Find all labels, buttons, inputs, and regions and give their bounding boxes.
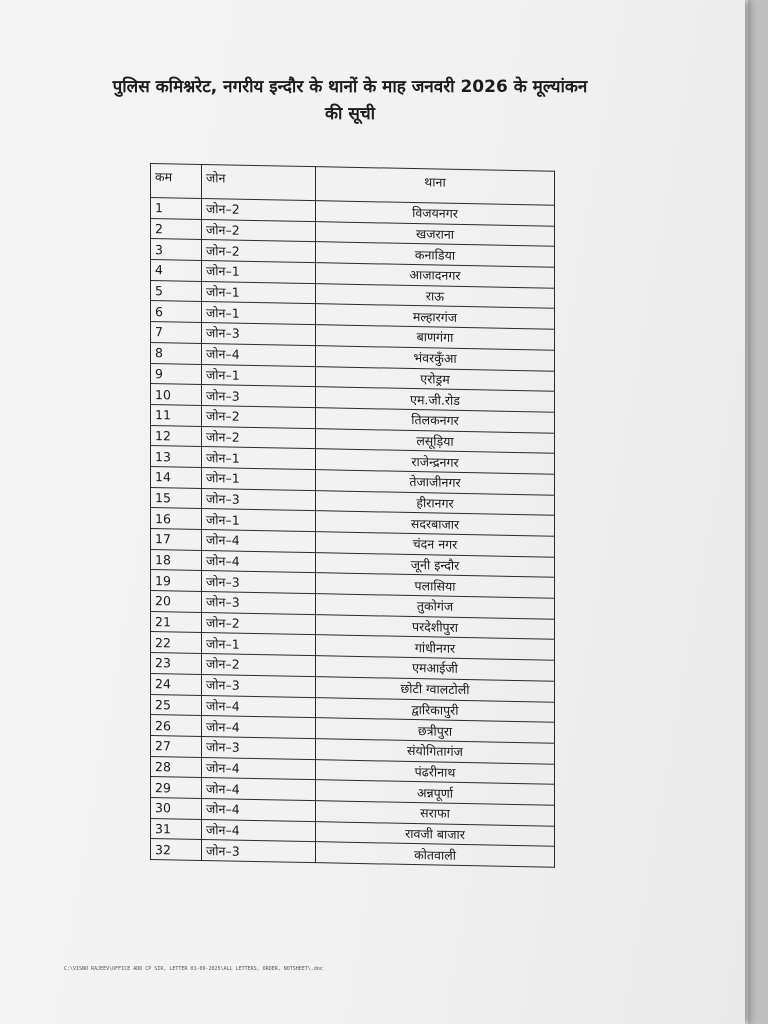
row-zone: जोन–4 [202,819,316,842]
row-station: पलासिया [316,573,555,598]
row-serial: 29 [151,777,202,799]
row-station: हीरानगर [316,490,555,515]
row-serial: 22 [151,632,202,654]
row-zone: जोन–4 [202,529,316,552]
row-zone: जोन–2 [202,240,316,263]
row-station: सदरबाजार [316,511,555,536]
row-zone: जोन–4 [202,716,316,739]
row-serial: 12 [151,425,202,447]
row-zone: जोन–2 [202,654,316,677]
row-zone: जोन–2 [202,219,316,242]
row-zone: जोन–3 [202,592,316,615]
row-zone: जोन–3 [202,488,316,511]
row-zone: जोन–3 [202,323,316,346]
row-serial: 19 [151,570,202,592]
row-zone: जोन–2 [202,405,316,428]
row-zone: जोन–2 [202,612,316,635]
row-station: लसूड़िया [316,428,555,453]
row-zone: जोन–1 [202,281,316,304]
row-zone: जोन–4 [202,550,316,573]
row-serial: 17 [151,529,202,551]
row-station: परदेशीपुरा [316,614,555,639]
row-serial: 10 [151,384,202,406]
row-station: तुकोगंज [316,594,555,619]
row-zone: जोन–1 [202,467,316,490]
row-station: चंदन नगर [316,532,555,557]
row-serial: 20 [151,591,202,613]
row-serial: 13 [151,446,202,468]
row-serial: 27 [151,735,202,757]
row-serial: 21 [151,611,202,633]
row-zone: जोन–1 [202,302,316,325]
row-station: विजयनगर [316,201,555,226]
title-line-2: की सूची [324,104,376,124]
row-serial: 5 [151,280,202,302]
row-serial: 3 [151,239,202,261]
footer-file-path: C:\VISNO RAJEEV\OFFICE ADD CP SIR, LETTER 01-09-2025\ALL LETTERS, ORDER, NOTSHEET\.doc [64,966,323,972]
document-title [30,74,670,128]
row-zone: जोन–2 [202,426,316,449]
row-station: कोतवाली [316,842,555,867]
header-station: थाना [316,167,555,206]
row-serial: 2 [151,218,202,240]
row-station: एरोड्रम [316,366,555,391]
row-station: भंवरकुँआ [316,345,555,370]
row-zone: जोन–3 [202,674,316,697]
row-serial: 16 [151,508,202,530]
row-serial: 30 [151,797,202,819]
row-station: एम.जी.रोड [316,387,555,412]
row-serial: 8 [151,342,202,364]
row-serial: 23 [151,653,202,675]
row-station: गांधीनगर [316,635,555,660]
row-zone: जोन–3 [202,571,316,594]
row-station: एमआईजी [316,656,555,681]
row-serial: 11 [151,404,202,426]
row-zone: जोन–3 [202,736,316,759]
header-serial: कम [151,164,202,199]
row-serial: 18 [151,549,202,571]
row-station: आजादनगर [316,263,555,288]
row-zone: जोन–3 [202,840,316,863]
row-serial: 4 [151,260,202,282]
row-station: छोटी ग्वालटोली [316,676,555,701]
row-zone: जोन–1 [202,364,316,387]
row-station: तेजाजीनगर [316,470,555,495]
row-serial: 24 [151,673,202,695]
row-serial: 32 [151,839,202,861]
row-station: रावजी बाजार [316,821,555,846]
row-zone: जोन–4 [202,695,316,718]
row-zone: जोन–1 [202,261,316,284]
row-zone: जोन–1 [202,633,316,656]
row-station: अन्नपूर्णा [316,780,555,805]
row-station: द्वारिकापुरी [316,697,555,722]
row-station: तिलकनगर [316,408,555,433]
row-serial: 9 [151,363,202,385]
row-serial: 15 [151,487,202,509]
background-edge [748,0,768,1024]
row-station: खजराना [316,221,555,246]
row-zone: जोन–1 [202,447,316,470]
row-zone: जोन–4 [202,798,316,821]
row-station: बाणगंगा [316,325,555,350]
row-station: कनाडिया [316,242,555,267]
row-zone: जोन–4 [202,757,316,780]
row-zone: जोन–2 [202,198,316,221]
row-zone: जोन–4 [202,343,316,366]
row-serial: 1 [151,198,202,220]
table-body [151,198,555,868]
row-serial: 31 [151,818,202,840]
row-serial: 26 [151,715,202,737]
row-serial: 7 [151,322,202,344]
row-station: राजेन्द्रनगर [316,449,555,474]
row-serial: 28 [151,756,202,778]
row-station: मल्हारगंज [316,304,555,329]
row-station: सराफा [316,801,555,826]
row-station: छत्रीपुरा [316,718,555,743]
row-zone: जोन–1 [202,509,316,532]
title-line-1: पुलिस कमिश्नरेट, नगरीय इन्दौर के थानों के माह जनवरी 2026 के मूल्यांकन [112,77,588,97]
row-zone: जोन–4 [202,778,316,801]
header-zone: जोन [202,164,316,200]
row-station: जूनी इन्दौर [316,552,555,577]
row-station: पंढरीनाथ [316,759,555,784]
row-station: संयोगितागंज [316,739,555,764]
row-zone: जोन–3 [202,385,316,408]
police-station-table [150,163,555,868]
row-serial: 6 [151,301,202,323]
row-station: राऊ [316,283,555,308]
row-serial: 14 [151,466,202,488]
row-serial: 25 [151,694,202,716]
